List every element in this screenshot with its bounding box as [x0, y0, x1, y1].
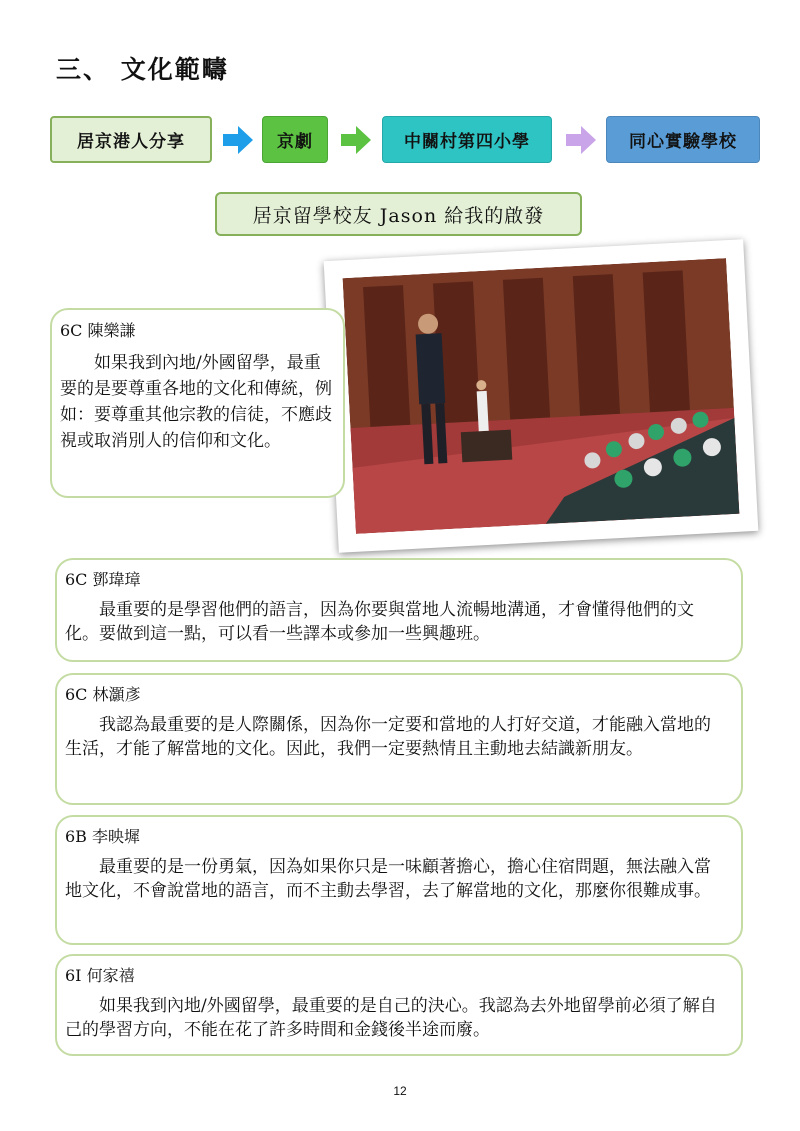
arrow-right-icon — [341, 126, 371, 154]
student-name: 6C 林灝彥 — [65, 685, 141, 704]
quote-card — [55, 954, 743, 1056]
flow-step-sharing: 居京港人分享 — [50, 116, 212, 163]
flow-step-zhongguancun-school: 中關村第四小學 — [382, 116, 552, 163]
quote-text: 如果我到內地/外國留學，最重要的是自己的決心。我認為去外地留學前必須了解自己的學習方向，不能在花了許多時間和金錢後半途而廢。 — [65, 996, 717, 1040]
arrow-right-icon — [223, 126, 253, 154]
quote-card — [55, 815, 743, 945]
quote-text: 最重要的是一份勇氣，因為如果你只是一味顧著擔心，擔心住宿問題，無法融入當地文化，不會說當地的語言，而不主動去學習，去了解當地的文化，那麼你很難成事。 — [65, 857, 711, 901]
quote-card — [50, 308, 345, 498]
page-number: 12 — [393, 1084, 407, 1098]
quote-card — [55, 673, 743, 805]
flow-step-tongxin-school: 同心實驗學校 — [606, 116, 760, 163]
student-name: 6B 李映墀 — [65, 827, 141, 846]
quote-text: 最重要的是學習他們的語言，因為你要與當地人流暢地溝通，才會懂得他們的文化。要做到這一點，可以看一些譯本或參加一些興趣班。 — [65, 600, 694, 644]
flow-step-peking-opera: 京劇 — [262, 116, 328, 163]
quote-text: 如果我到內地/外國留學，最重要的是要尊重各地的文化和傳統，例如：要尊重其他宗教的信徒，不應歧視或取消別人的信仰和文化。 — [60, 353, 332, 451]
section-heading: 三、 文化範疇 — [56, 55, 229, 84]
arrow-right-icon — [566, 126, 596, 154]
student-name: 6C 陳樂謙 — [60, 321, 136, 340]
lecture-photo-illustration — [343, 258, 740, 534]
lecture-photo — [324, 239, 759, 553]
quote-text: 我認為最重要的是人際關係，因為你一定要和當地的人打好交道，才能融入當地的生活，才能了解當地的文化。因此，我們一定要熱情且主動地去結識新朋友。 — [65, 715, 711, 759]
student-name: 6I 何家禧 — [65, 966, 135, 985]
subtitle-banner: 居京留學校友 Jason 給我的啟發 — [215, 192, 582, 236]
quote-card — [55, 558, 743, 662]
student-name: 6C 鄧瑋璋 — [65, 570, 141, 589]
